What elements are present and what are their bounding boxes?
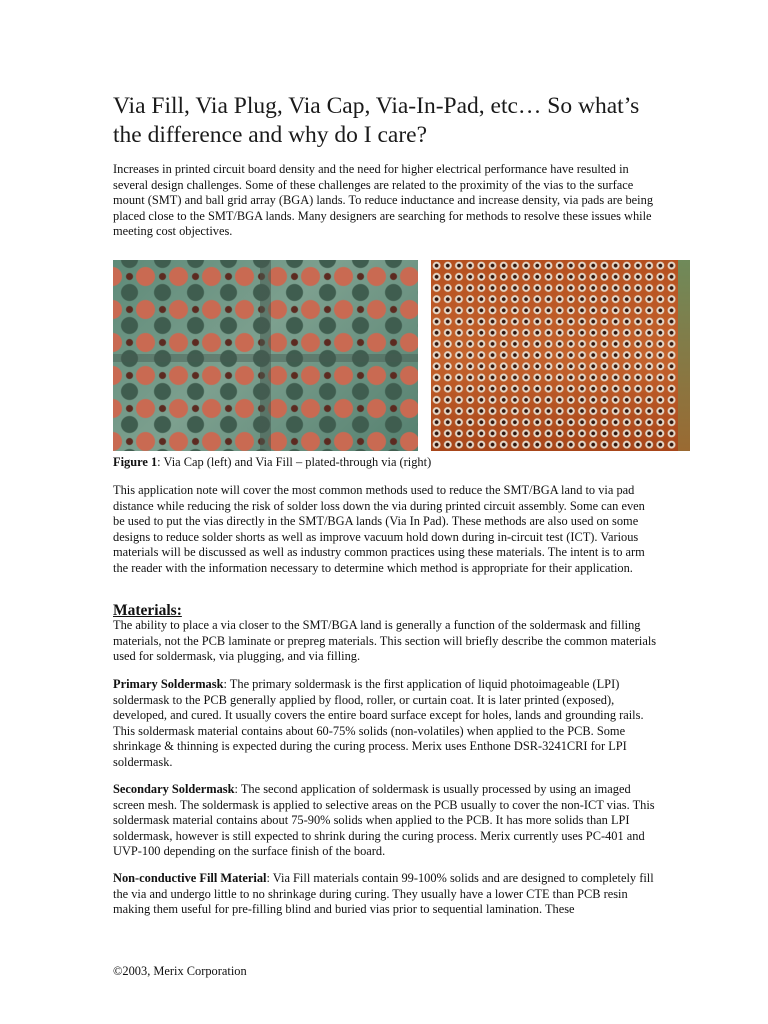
primary-soldermask-label: Primary Soldermask <box>113 677 224 691</box>
intro-paragraph: Increases in printed circuit board density and the need for higher electrical performance have resulted in several design challenges. Some of these challenges are related to the proximity of the vias to the surface mount (SMT) and ball grid array (BGA) lands. To reduce inductance and increase density, via pads are being placed close to the SMT/BGA lands. Many designers are searching for methods to resolve these issues while meeting cost objectives. <box>113 162 654 239</box>
application-paragraph: This application note will cover the most common methods used to reduce the SMT/BGA land to via pad distance while reducing the risk of solder loss down the via during printed circuit assembly. Some can even be used to put the vias directly in the SMT/BGA lands (Via In Pad). These methods are also used on some designs to reduce solder shorts as well as improve vacuum hold down during in-circuit test (ICT). Various materials will be discussed as well as industry common practices using these materials. The intent is to arm the reader with the information necessary to determine which method is appropriate for their application. <box>113 483 645 575</box>
nonconductive-fill-text: : Via Fill materials contain 99-100% solids and are designed to completely fill the via and undergo little to no shrinkage during curing. They usually have a lower CTE than PCB resin making them useful for pre-filling blind and buried vias prior to sequential lamination. These <box>113 871 654 917</box>
figure-1 <box>113 260 690 451</box>
secondary-soldermask-paragraph <box>113 782 658 860</box>
footer-copyright: ©2003, Merix Corporation <box>113 964 247 978</box>
nonconductive-fill-label: Non-conductive Fill Material <box>113 871 267 885</box>
materials-heading: Materials: <box>113 602 182 619</box>
secondary-soldermask-label: Secondary Soldermask <box>113 782 235 796</box>
nonconductive-fill-paragraph <box>113 871 658 918</box>
primary-soldermask-paragraph <box>113 677 658 771</box>
figure-label: Figure 1 <box>113 455 158 469</box>
secondary-soldermask-text: : The second application of soldermask is usually processed by using an imaged screen mesh. The soldermask is applied to selective areas on the PCB usually to cover the non-ICT vias. This soldermask material contains about 75-90% solids when applied to the PCB. It has more solids than LPI soldermask, however is still expected to shrink during the curing process. Merix currently uses PC-401 and UVP-100 depending on the surface finish of the board. <box>113 782 655 859</box>
figure-caption <box>113 455 658 471</box>
primary-soldermask-text: : The primary soldermask is the first application of liquid photoimageable (LPI) soldermask to the PCB generally applied by flood, roller, or curtain coat. It is later printed (exposed), developed, and cured. It usually covers the entire board surface except for holes, lands and grounding rails. This soldermask material contains about 60-75% solids (non-volatiles) when applied to the PCB. Some shrinkage & thinning is expected during the curing process. Merix uses Enthone DSR-3241CRI for LPI soldermask. <box>113 677 644 769</box>
via-fill-photo <box>431 260 690 451</box>
page-title: Via Fill, Via Plug, Via Cap, Via-In-Pad, etc… So what’s the difference and why do I care? <box>113 93 640 148</box>
via-cap-photo <box>113 260 418 451</box>
materials-paragraph: The ability to place a via closer to the SMT/BGA land is generally a function of the soldermask and filling materials, not the PCB laminate or prepreg materials. This section will briefly describe the common materials used for soldermask, via plugging, and via filling. <box>113 618 657 664</box>
figure-caption-text: : Via Cap (left) and Via Fill – plated-through via (right) <box>157 455 432 469</box>
